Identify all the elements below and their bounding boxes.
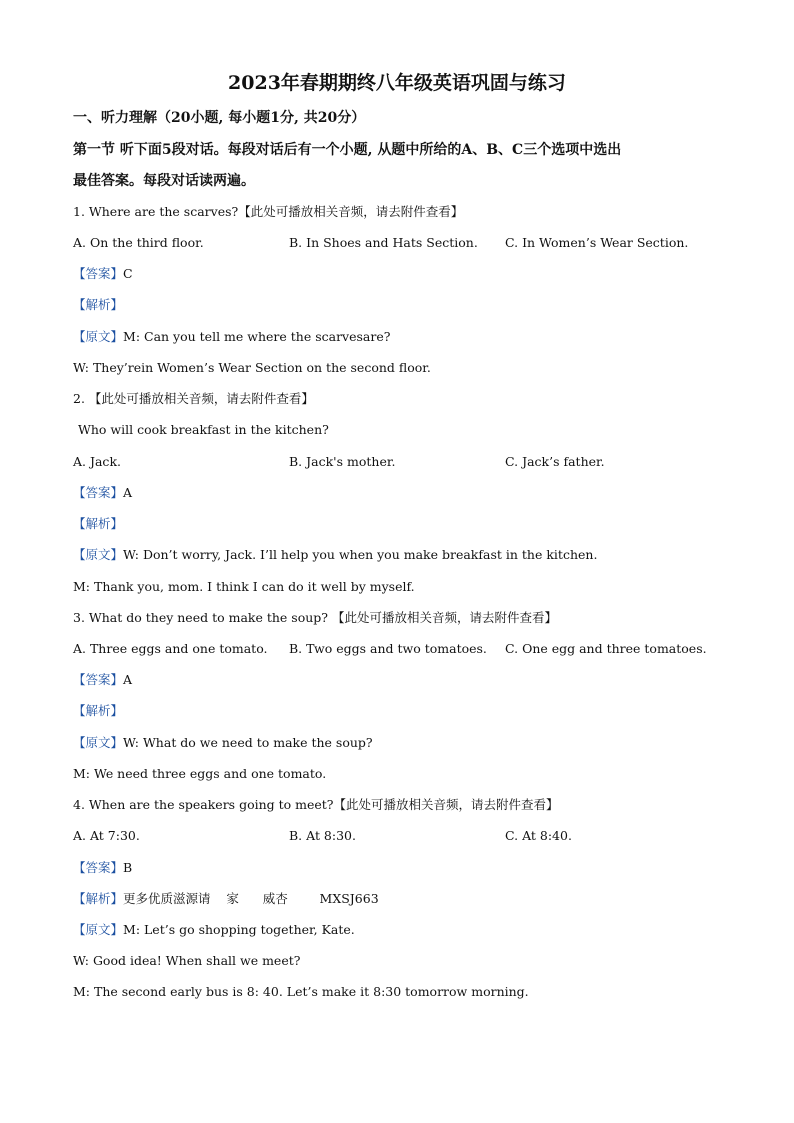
- q1-question: 1. Where are the scarves?【此处可播放相关音频，请去附件查看】: [73, 204, 464, 219]
- answer-label: 【答案】: [73, 266, 124, 281]
- q3-question: 3. What do they need to make the soup? 【此处可播放相关音频，请去附件查看】: [73, 610, 557, 625]
- answer-label: 【答案】: [73, 672, 124, 687]
- q2-number-line: 2. 【此处可播放相关音频，请去附件查看】: [73, 391, 314, 406]
- q3-transcript-1: [73, 735, 373, 751]
- page-title: 2023年春期期终八年级英语巩固与练习: [228, 72, 566, 94]
- q4-question: 4. When are the speakers going to meet?【此处可播放相关音频，请去附件查看】: [73, 797, 559, 812]
- q3-option-c: C. One egg and three tomatoes.: [505, 641, 707, 656]
- answer-label: 【答案】: [73, 485, 124, 500]
- original-label: 【原文】: [73, 922, 124, 937]
- q3-answer-value: A: [123, 672, 133, 687]
- analysis-label: 【解析】: [73, 891, 124, 906]
- answer-label: 【答案】: [73, 860, 124, 875]
- instruction-line-1: 第一节 听下面5段对话。每段对话后有一个小题, 从题中所给的A、B、C三个选项中选出: [73, 142, 622, 158]
- q4-answer-value: B: [123, 860, 133, 875]
- q3-transcript-text-1: W: What do we need to make the soup?: [123, 735, 373, 750]
- q2-option-a: A. Jack.: [73, 454, 121, 469]
- q1-transcript-1: [73, 329, 390, 345]
- q3-option-b: B. Two eggs and two tomatoes.: [289, 641, 487, 656]
- q1-option-c: C. In Women’s Wear Section.: [505, 235, 689, 250]
- q1-transcript-text-1: M: Can you tell me where the scarvesare?: [123, 329, 391, 344]
- q4-analysis: [73, 891, 379, 907]
- q4-transcript-text-1: M: Let’s go shopping together, Kate.: [123, 922, 355, 937]
- analysis-label: 【解析】: [73, 516, 124, 531]
- q2-transcript-2: M: Thank you, mom. I think I can do it well by myself.: [73, 579, 415, 594]
- q2-analysis: [73, 516, 123, 532]
- q1-analysis: [73, 297, 123, 313]
- analysis-label: 【解析】: [73, 703, 124, 718]
- q2-option-b: B. Jack's mother.: [289, 454, 396, 469]
- q1-answer: [73, 266, 133, 282]
- q2-question: Who will cook breakfast in the kitchen?: [78, 422, 329, 437]
- analysis-label: 【解析】: [73, 297, 124, 312]
- instruction-line-2: 最佳答案。每段对话读两遍。: [73, 173, 255, 189]
- q2-transcript-1: [73, 547, 597, 563]
- original-label: 【原文】: [73, 547, 124, 562]
- q2-transcript-text-1: W: Don’t worry, Jack. I’ll help you when you make breakfast in the kitchen.: [123, 547, 598, 562]
- q3-option-a: A. Three eggs and one tomato.: [73, 641, 268, 656]
- q3-analysis: [73, 703, 123, 719]
- q4-analysis-note: 更多优质滋源请 家 威杏 MXSJ663: [123, 891, 379, 906]
- q2-answer-value: A: [123, 485, 133, 500]
- q4-option-c: C. At 8:40.: [505, 828, 572, 843]
- q1-option-b: B. In Shoes and Hats Section.: [289, 235, 478, 250]
- q3-answer: [73, 672, 132, 688]
- q3-transcript-2: M: We need three eggs and one tomato.: [73, 766, 327, 781]
- original-label: 【原文】: [73, 329, 124, 344]
- original-label: 【原文】: [73, 735, 124, 750]
- q2-answer: [73, 485, 132, 501]
- section-heading: 一、听力理解（20小题, 每小题1分, 共20分）: [73, 110, 366, 126]
- q2-option-c: C. Jack’s father.: [505, 454, 605, 469]
- q4-option-a: A. At 7:30.: [73, 828, 140, 843]
- q1-answer-value: C: [123, 266, 133, 281]
- q4-answer: [73, 860, 132, 876]
- q1-option-a: A. On the third floor.: [73, 235, 204, 250]
- q4-transcript-2: W: Good idea! When shall we meet?: [73, 953, 301, 968]
- q4-transcript-1: [73, 922, 355, 938]
- q4-option-b: B. At 8:30.: [289, 828, 356, 843]
- q1-transcript-2: W: They’rein Women’s Wear Section on the second floor.: [73, 360, 431, 375]
- q4-transcript-3: M: The second early bus is 8: 40. Let’s make it 8:30 tomorrow morning.: [73, 984, 529, 999]
